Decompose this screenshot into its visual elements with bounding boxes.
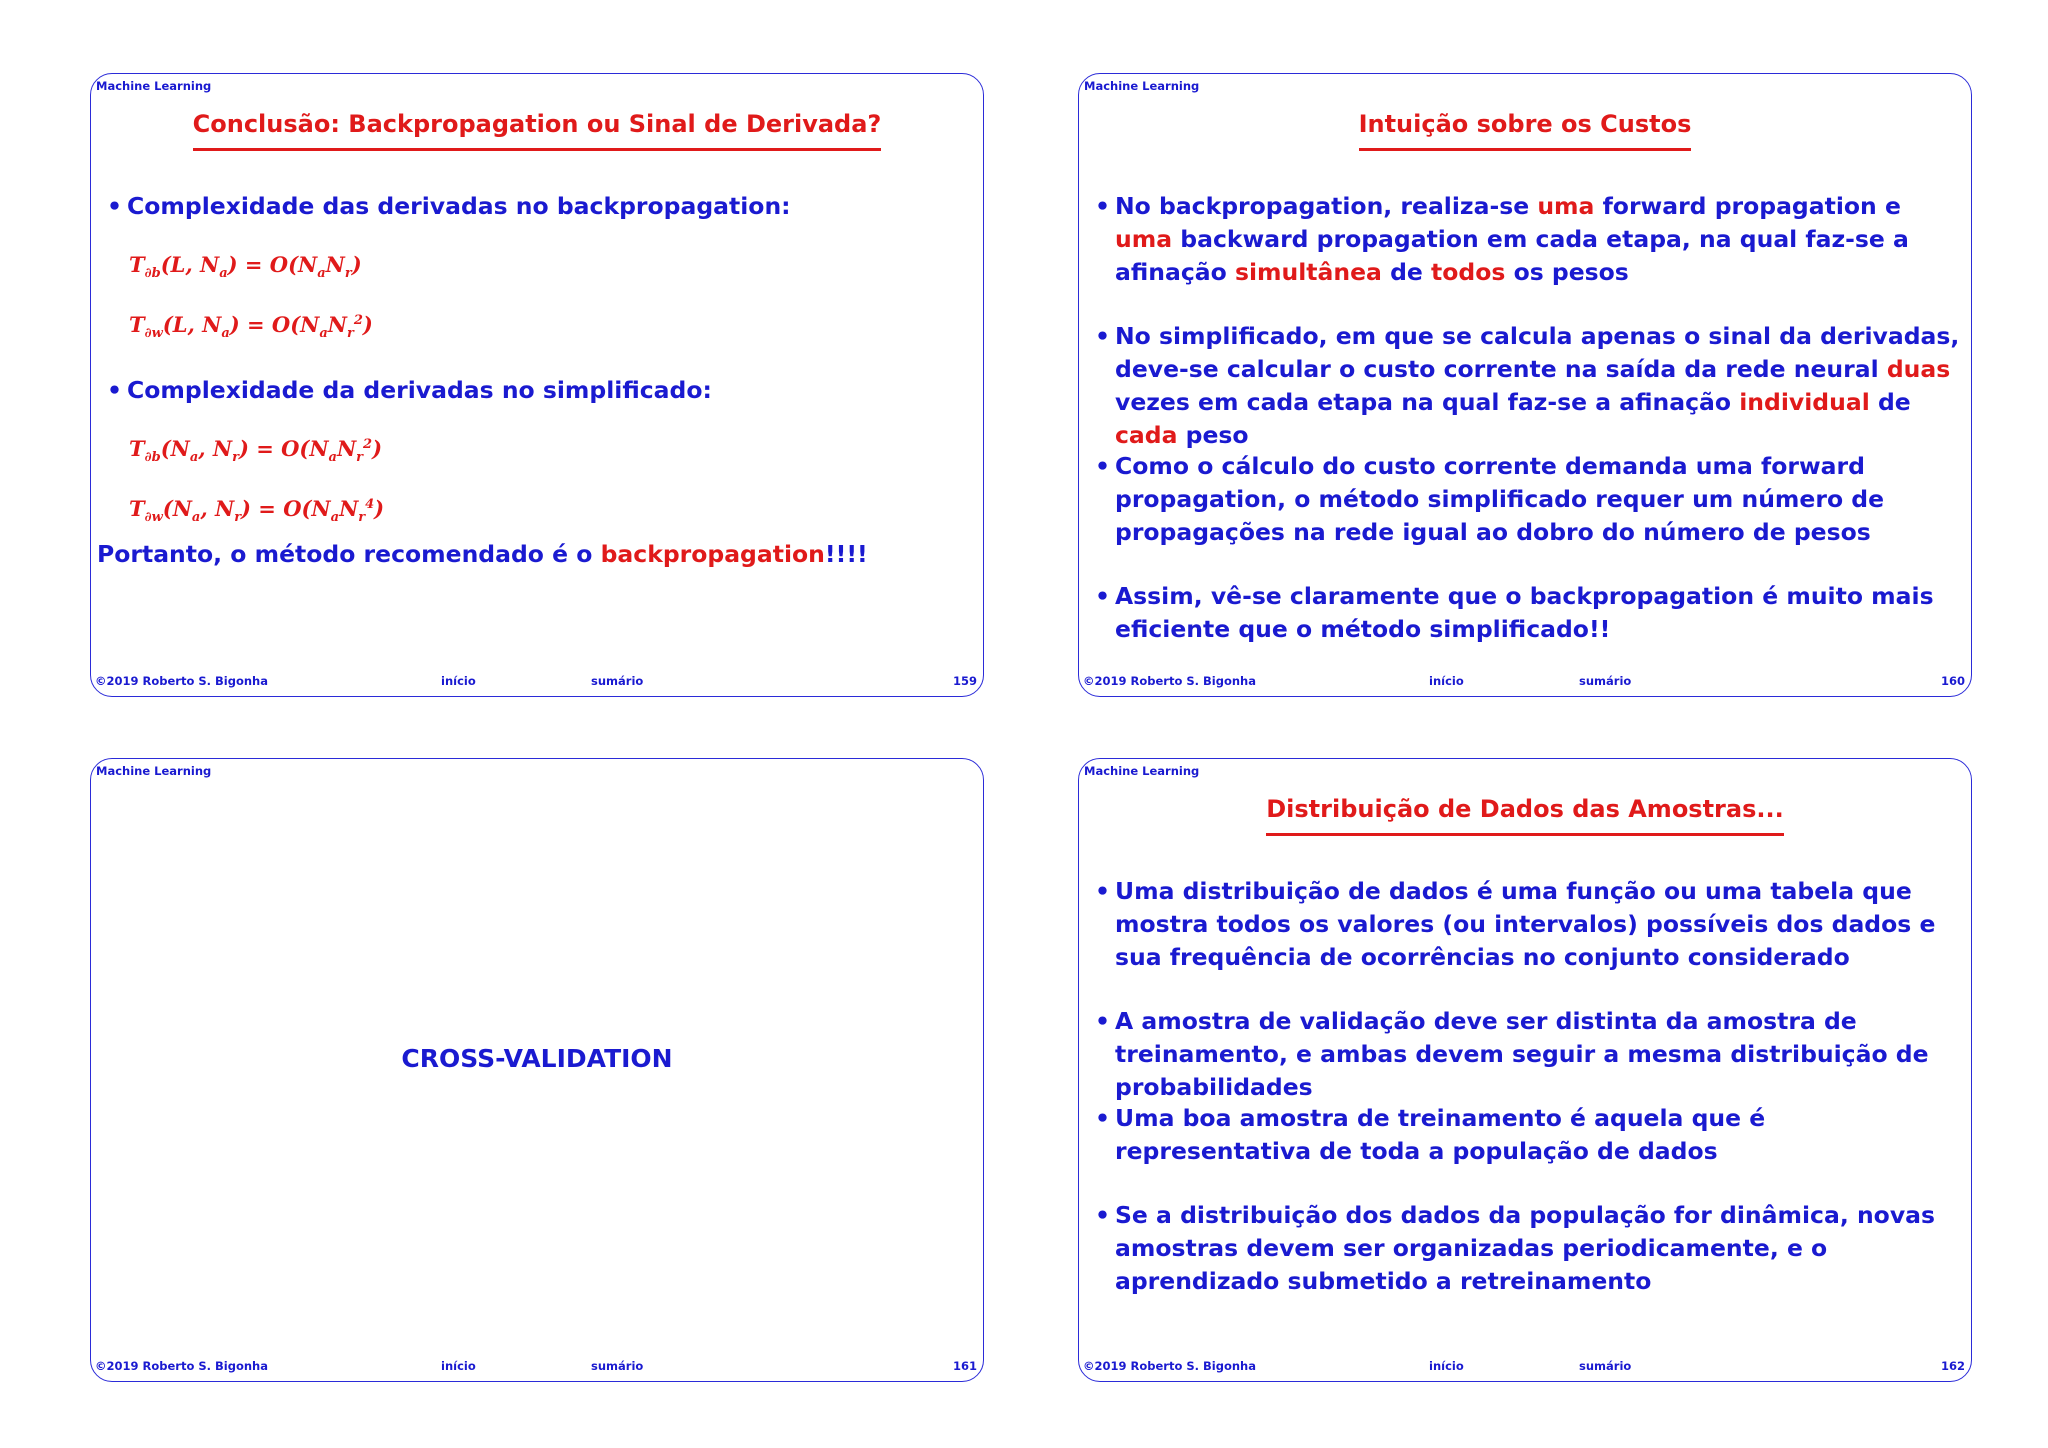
conclusion-text: Portanto, o método recomendado é o backpropagation!!!! bbox=[97, 540, 868, 568]
bullet-dot-icon: • bbox=[1095, 1007, 1111, 1035]
slide-161 bbox=[90, 758, 984, 1382]
page-number: 159 bbox=[952, 674, 977, 688]
bullet-item: • No simplificado, em que se calcula apenas o sinal da derivadas, deve-se calcular o custo corrente na saída da rede neural duas vezes em cada etapa na qual faz-se a afinação individual de cada peso bbox=[1095, 322, 1960, 449]
slide-title: Conclusão: Backpropagation ou Sinal de Derivada? bbox=[193, 110, 882, 151]
slide-footer bbox=[1079, 674, 1971, 690]
inicio-link[interactable]: início bbox=[441, 674, 476, 688]
bullet-item bbox=[1095, 580, 1961, 646]
slide-footer bbox=[1079, 1359, 1971, 1375]
formula-t-dw: $T_{\partial w}(L$, $N_a) = O(N_aN_r^2)$ bbox=[129, 312, 373, 342]
bullet-dot-icon: • bbox=[107, 376, 123, 404]
bullet-item bbox=[1095, 1005, 1961, 1104]
bullet-item bbox=[107, 374, 973, 407]
sumario-link[interactable]: sumário bbox=[591, 1359, 644, 1373]
bullet-item bbox=[1095, 450, 1961, 549]
slide-header: Machine Learning bbox=[96, 764, 212, 778]
slide-title: Intuição sobre os Custos bbox=[1359, 110, 1692, 151]
slide-title: Distribuição de Dados das Amostras... bbox=[1266, 795, 1783, 836]
formula-t-db: $T_{\partial b}(L$, $N_a) = O(N_aN_r)$ bbox=[129, 252, 362, 282]
formula-t-db-simplified: $T_{\partial b}(N_a$, $N_r) = O(N_aN_r^2)$ bbox=[129, 436, 383, 466]
section-title: CROSS-VALIDATION bbox=[401, 1044, 673, 1073]
copyright-text: ©2019 Roberto S. Bigonha bbox=[95, 1359, 268, 1373]
copyright-text: ©2019 Roberto S. Bigonha bbox=[95, 674, 268, 688]
inicio-link[interactable]: início bbox=[441, 1359, 476, 1373]
bullet-dot-icon: • bbox=[1095, 192, 1111, 220]
bullet-text: Complexidade da derivadas no simplificado: bbox=[127, 376, 712, 404]
copyright-text: ©2019 Roberto S. Bigonha bbox=[1083, 1359, 1256, 1373]
page-number: 160 bbox=[1940, 674, 1965, 688]
bullet-item bbox=[107, 190, 973, 223]
slide-header: Machine Learning bbox=[1084, 79, 1200, 93]
slide-header: Machine Learning bbox=[96, 79, 212, 93]
bullet-dot-icon: • bbox=[1095, 1201, 1111, 1229]
slide-footer bbox=[91, 1359, 983, 1375]
bullet-dot-icon: • bbox=[1095, 1104, 1111, 1132]
bullet-item bbox=[1095, 1102, 1961, 1168]
sumario-link[interactable]: sumário bbox=[1579, 674, 1632, 688]
bullet-dot-icon: • bbox=[1095, 452, 1111, 480]
inicio-link[interactable]: início bbox=[1429, 674, 1464, 688]
page-number: 161 bbox=[952, 1359, 977, 1373]
bullet-item bbox=[1095, 1199, 1961, 1298]
formula-t-dw-simplified: $T_{\partial w}(N_a$, $N_r) = O(N_aN_r^4)$ bbox=[129, 496, 385, 526]
slide-160 bbox=[1078, 73, 1972, 697]
bullet-text: Se a distribuição dos dados da população for dinâmica, novas amostras devem ser organizadas periodicamente, e o aprendizado submetido a retreinamento bbox=[1115, 1201, 1935, 1295]
bullet-text: Complexidade das derivadas no backpropagation: bbox=[127, 192, 791, 220]
slide-header: Machine Learning bbox=[1084, 764, 1200, 778]
bullet-text: A amostra de validação deve ser distinta da amostra de treinamento, e ambas devem seguir a mesma distribuição de probabilidades bbox=[1115, 1007, 1929, 1101]
sumario-link[interactable]: sumário bbox=[1579, 1359, 1632, 1373]
copyright-text: ©2019 Roberto S. Bigonha bbox=[1083, 674, 1256, 688]
bullet-text: Assim, vê-se claramente que o backpropagation é muito mais eficiente que o método simplificado!! bbox=[1115, 582, 1934, 643]
bullet-dot-icon: • bbox=[107, 192, 123, 220]
bullet-text: Uma boa amostra de treinamento é aquela que é representativa de toda a população de dados bbox=[1115, 1104, 1766, 1165]
sumario-link[interactable]: sumário bbox=[591, 674, 644, 688]
inicio-link[interactable]: início bbox=[1429, 1359, 1464, 1373]
bullet-item: • No backpropagation, realiza-se uma forward propagation e uma backward propagation em cada etapa, na qual faz-se a afinação simultânea de todos os pesos bbox=[1095, 192, 1909, 286]
bullet-dot-icon: • bbox=[1095, 877, 1111, 905]
bullet-text: Uma distribuição de dados é uma função ou uma tabela que mostra todos os valores (ou intervalos) possíveis dos dados e sua frequência de ocorrências no conjunto considerado bbox=[1115, 877, 1936, 971]
bullet-dot-icon: • bbox=[1095, 582, 1111, 610]
bullet-dot-icon: • bbox=[1095, 322, 1111, 350]
bullet-item bbox=[1095, 875, 1961, 974]
slide-162 bbox=[1078, 758, 1972, 1382]
slide-159 bbox=[90, 73, 984, 697]
page-number: 162 bbox=[1940, 1359, 1965, 1373]
bullet-text: Como o cálculo do custo corrente demanda uma forward propagation, o método simplificado requer um número de propagações na rede igual ao dobro do número de pesos bbox=[1115, 452, 1885, 546]
slide-footer bbox=[91, 674, 983, 690]
